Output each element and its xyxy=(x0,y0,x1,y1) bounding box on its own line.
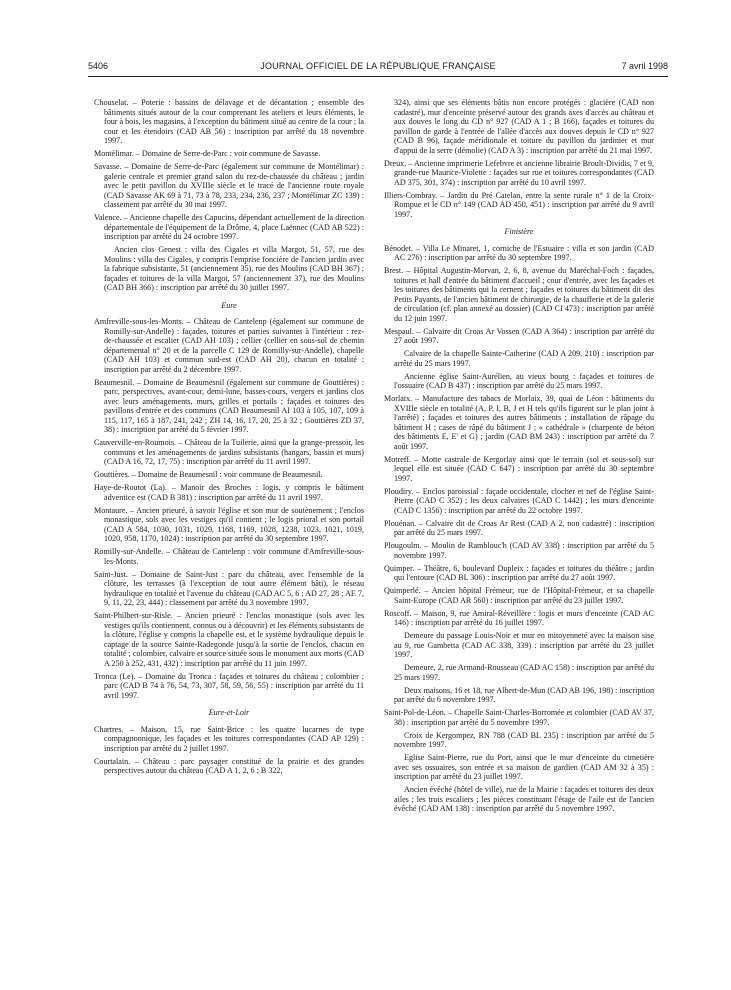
issue-date: 7 avril 1998 xyxy=(621,61,668,71)
listing-entry: Quimperlé. – Ancien hôpital Frémeur, rue de l'Hôpital-Frémeur, et sa chapelle Saint-Europe (CAD AR 560) : inscription par arrêté du 23 juillet 1997. xyxy=(384,586,654,605)
listing-entry: Saint-Pol-de-Léon. – Chapelle Saint-Charles-Borromée et colombier (CAD AV 37, 38) : inscription par arrêté du 5 novembre 1997. xyxy=(384,708,654,727)
listing-entry: Montélimar. – Domaine de Serre-de-Parc : voir commune de Savasse. xyxy=(94,149,321,158)
listing-entry: Plouénan. – Calvaire dit de Croas Ar Rest (CAD A 2, non cadastré) : inscription par arrêté du 25 mars 1997. xyxy=(384,518,654,537)
listing-entry: 324), ainsi que ses éléments bâtis non encore protégés : glacière (CAD non cadastré), mur d'enceinte préservé autour des grands axes d'accès au château et aux douves le long du CD n° 927 (CAD A 1 ; B 166), façades et toitures du pavillon de garde à l'entrée de l'allée d'accès aux douves depuis le CD n° 927 (CAD B 96), façade méridionale et toiture du pavillon du jardinier et mur d'appui de la serre (démolie) (CAD A 3) : inscription par arrêté du 21 mai 1997. xyxy=(394,98,654,155)
listing-entry: Demeure du passage Louis-Noir et mur en mitoyenneté avec la maison sise au 9, rue Gambetta (CAD AC 338, 339) : inscription par arrêté du 23 juillet 1997. xyxy=(394,631,654,659)
listing-entry: Ancienne église Saint-Aurélien, au vieux bourg : façades et toitures de l'ossuaire (CAD B 437) : inscription par arrêté du 25 mars 1997. xyxy=(394,371,654,390)
journal-title: JOURNAL OFFICIEL DE LA RÉPUBLIQUE FRANÇAISE xyxy=(260,61,496,71)
listing-entry: Tronca (Le). – Domaine du Tronca : façades et toitures du château ; colombier ; parc (CAD B 74 à 76, 54, 73, 307, 58, 59, 56, 55) : inscription par arrêté du 11 avril 1997. xyxy=(94,671,364,700)
listing-entry: Savasse. – Domaine de Serre-de-Parc (également sur commune de Montélimar) : galerie centrale et premier grand salon du rez-de-chaussée du château ; jardin avec le petit pavillon du XVIIIe siècle et le tracé de l'ancienne route royale (CAD Savasse AK 69 à 71, 73 à 78, 233, 234, 236, 237 ; Montélimar ZC 139) : classement par arrêté du 30 mai 1997. xyxy=(94,162,364,209)
listing-entry: Montaure. – Ancien prieuré, à savoir l'église et son mur de soutènement ; l'enclos monastique, sols avec les vestiges qu'il contient ; le logis prioral et son portail (CAD A 584, 1030, 1031, 1029, 1168, 1169, 1028, 1238, 1023, 1021, 1019, 1020, 958, 1170, 1024) : inscription par arrêté du 30 septembre 1997. xyxy=(94,505,364,543)
listing-entry: Amfreville-sous-les-Monts. – Château de Cantelenp (également sur commune de Romilly-sur-Andelle) : façades, toitures et parties suivantes à l'intérieur : rez-de-chaussée et escalier (CAD AH 103) ; cellier (cellier en sous-sol de chemin départemental n° 20 et de la parcelle C 129 de Romilly-sur-Andelle), chapelle (CAD AH 103) et commun sud-est (CAD AH 20), chacun en totalité : inscription par arrêté du 2 décembre 1997. xyxy=(94,317,364,374)
right-column xyxy=(384,98,654,817)
listing-entry: Cauverville-en-Roumois. – Château de la Tuilerie, ainsi que la grange-pressoir, les communs et les aménagements de jardins subsistants (hangars, bassin et murs) (CAD A 16, 72, 17, 75) : inscription par arrêté du 11 avril 1997. xyxy=(94,438,364,466)
listing-entry: Romilly-sur-Andelle. – Château de Cantelenp : voir commune d'Amfreville-sous-les-Monts. xyxy=(94,547,364,566)
listing-entry: Gouttières. – Domaine de Beaumesnil : voir commune de Beaumesnil. xyxy=(94,470,323,479)
listing-entry: Haye-de-Routot (La). – Manoir des Broches : logis, y compris le bâtiment adventice est (CAD B 381) : inscription par arrêté du 11 avril 1997. xyxy=(94,483,364,502)
listing-entry: Valence. – Ancienne chapelle des Capucins, dépendant actuellement de la direction départementale de l'équipement de la Drôme, 4, place Laënnec (CAD AB 522) : inscription par arrêté du 24 octobre 1997. xyxy=(94,213,364,241)
page-header xyxy=(88,61,668,75)
department-heading: Eure xyxy=(221,300,237,310)
listing-entry: Demeure, 2, rue Armand-Rousseau (CAD AC 158) : inscription par arrêté du 25 mars 1997. xyxy=(394,663,654,682)
listing-entry: Beaumesnil. – Domaine de Beaumesnil (également sur commune de Gouttières) : parc, perspectives, avant-cour, demi-lune, basses-cours, vergers et jardins clos avec leurs aménagements, murs, grilles et portails ; façades et toitures des pavillons d'entrée et des communs (CAD Beaumesnil AI 103 à 105, 107, 109 à 115, 117, 165 à 187, 241, 242 ; ZH 14, 16, 17, 20, 25 à 32 ; Gouttières ZD 37, 38) : inscription par arrêté du 5 février 1997. xyxy=(94,377,364,434)
listing-entry: Motreff. – Motte castrale de Kergorlay ainsi que le terrain (sol et sous-sol) sur lequel elle est située (CAD C 647) : inscription par arrêté du 30 septembre 1997. xyxy=(384,454,654,483)
listing-entry: Courtalain. – Château : parc paysager constitué de la prairie et des grandes perspectives autour du château (CAD A 1, 2, 6 ; B 322, xyxy=(94,756,364,775)
listing-entry: Morlaix. – Manufacture des tabacs de Morlaix, 39, quai de Léon : bâtiments du XVIIIe siècle en totalité (A, P, I, B, J et H tels qu'ils figurent sur le plan joint à l'arrêté) ; façades et toitures des autres bâtiments ; installation de râpage du bâtiment H ; cases de râpé du bâtiment J ; « cathédrale » (charpente de béton des bâtiments E, E' et G) ; jardin (CAD BM 243) : inscription par arrêté du 7 août 1997. xyxy=(384,394,654,451)
listing-entry: Plougoulm. – Moulin de Ramblouc'h (CAD AV 338) : inscription par arrêté du 5 novembre 1997. xyxy=(384,541,654,560)
listing-entry: Croix de Kergompez, RN 788 (CAD BL 235) : inscription par arrêté du 5 novembre 1997. xyxy=(394,730,654,749)
listing-entry: Illiers-Combray. – Jardin du Pré Catelan, entre la sente rurale n° 1 de la Croix-Rompue et le CD n° 149 (CAD AD 450, 451) : inscription par arrêté du 9 avril 1997. xyxy=(384,190,654,219)
page-number: 5406 xyxy=(88,61,109,71)
listing-entry: Quimper. – Théâtre, 6, boulevard Dupleix : façades et toitures du théâtre ; jardin qui l'entoure (CAD BL 306) : inscription par arrêté du 27 août 1997. xyxy=(384,563,654,582)
listing-entry: Chouselat. – Poterie : bassins de délavage et de décantation ; ensemble des bâtiments situés autour de la cour comprenant les ateliers et leurs éléments, le four à bois, les magasins, à l'exception du bâtiment situé au centre de la cour ; la cour et les étendoirs (CAD AB 56) : inscription par arrêté du 18 novembre 1997. xyxy=(94,98,364,145)
listing-entry: Ploudiry. – Enclos paroissial : façade occidentale, clocher et nef de l'église Saint-Pierre (CAD C 352) ; les deux calvaires (CAD C 1442) ; les murs d'enceinte (CAD C 1356) : inscription par arrêté du 22 octobre 1997. xyxy=(384,486,654,515)
listing-entry: Mespaul. – Calvaire dit Croas Ar Vossen (CAD A 364) : inscription par arrêté du 27 août 1997. xyxy=(384,326,654,345)
listing-entry: Eglise Saint-Pierre, rue du Port, ainsi que le mur d'enceinte du cimetière avec ses ossuaires, son entrée et sa maison de gardien (CAD AM 32 à 35) : inscription par arrêté du 23 juillet 1997. xyxy=(394,753,654,781)
listing-entry: Brest. – Hôpital Augustin-Morvan, 2, 6, 8, avenue du Maréchal-Foch : façades, toitures et hall d'entrée du bâtiment d'accueil ; cour d'entrée, avec les façades et les toitures des bâtiments qui la cernent ; façades et toitures du bâtiment dit des Petits Payants, de l'ancien bâtiment de chirurgie, de la chaufferie et de la galerie de circulation (cf. plan annexé au dossier) (CAD CI 473) : inscription par arrêté du 12 juin 1997. xyxy=(384,266,654,323)
listing-entry: Dreux. – Ancienne imprimerie Lefebvre et ancienne librairie Broult-Dividis, 7 et 9, grande-rue Maurice-Violette : façades sur rue et toitures correspondantes (CAD AD 375, 301, 374) : inscription par arrêté du 10 avril 1997. xyxy=(384,158,654,187)
listing-entry: Saint-Just. – Domaine de Saint-Just : parc du château, avec l'ensemble de la clôture, les terrasses (à l'exception de tout autre élément bâti), le réseau hydraulique en totalité et l'avenue du château (CAD AC 5, 6 ; AD 27, 28 ; AE 7, 9, 11, 22, 23, 444) : classement par arrêté du 3 novembre 1997. xyxy=(94,569,364,607)
header-rule xyxy=(88,76,668,77)
listing-entry: Roscoff. – Maison, 9, rue Amiral-Réveillère : logis et murs d'enceinte (CAD AC 146) : inscription par arrêté du 16 juillet 1997. xyxy=(384,608,654,627)
department-heading: Finistère xyxy=(504,227,534,236)
listing-entry: Saint-Philbert-sur-Risle. – Ancien prieuré : l'enclos monastique (sols avec les vestiges qu'ils contiennent, connus ou à découvrir) et les éléments subsistants de la clôture, l'église y compris la chapelle est, et le système hydraulique depuis le captage de la source Sainte-Radegonde jusqu'à la sortie de l'enclos, chacun en totalité ; colombier, calvaire et source située sous le monument aux morts (CAD A 250 à 252, 431, 432) : inscription par arrêté du 11 juin 1997. xyxy=(94,611,364,668)
listing-entry: Ancien clos Genest : villa des Cigales et villa Margot, 51, 57, rue des Moulins : villa des Cigales, y compris l'emprise foncière de l'ancien jardin avec la fabrique subsistante, 51 (anciennement 35), rue des Moulins (CAD BH 367) ; façades et toitures de la villa Margot, 57 (anciennement 37), rue des Moulins (CAD BH 366) : inscription par arrêté du 30 juillet 1997. xyxy=(104,245,364,292)
left-column xyxy=(94,98,364,779)
listing-entry: Deux maisons, 16 et 18, rue Albert-de-Mun (CAD AB 196, 198) : inscription par arrêté du 6 novembre 1997. xyxy=(394,685,654,704)
listing-entry: Calvaire de la chapelle Sainte-Catherine (CAD A 209, 210) : inscription par arrêté du 25 mars 1997. xyxy=(394,349,654,368)
department-heading: Eure-et-Loir xyxy=(208,708,250,717)
listing-entry: Bénodet. – Villa Le Minaret, 1, corniche de l'Estuaire : villa et son jardin (CAD AC 276) : inscription par arrêté du 30 septembre 1997. xyxy=(384,243,654,262)
listing-entry: Ancien évêché (hôtel de ville), rue de la Mairie : façades et toitures des deux ailes ; les trois escaliers ; les pièces constituant l'étage de l'aile est de l'ancien évêché (CAD AM 138) : inscription par arrêté du 5 novembre 1997. xyxy=(394,785,654,813)
listing-entry: Chartres. – Maison, 15, rue Saint-Brice : les quatre lucarnes de type compagnonnique, les façades et les toitures correspondantes (CAD AP 129) : inscription par arrêté du 2 juillet 1997. xyxy=(94,724,364,753)
